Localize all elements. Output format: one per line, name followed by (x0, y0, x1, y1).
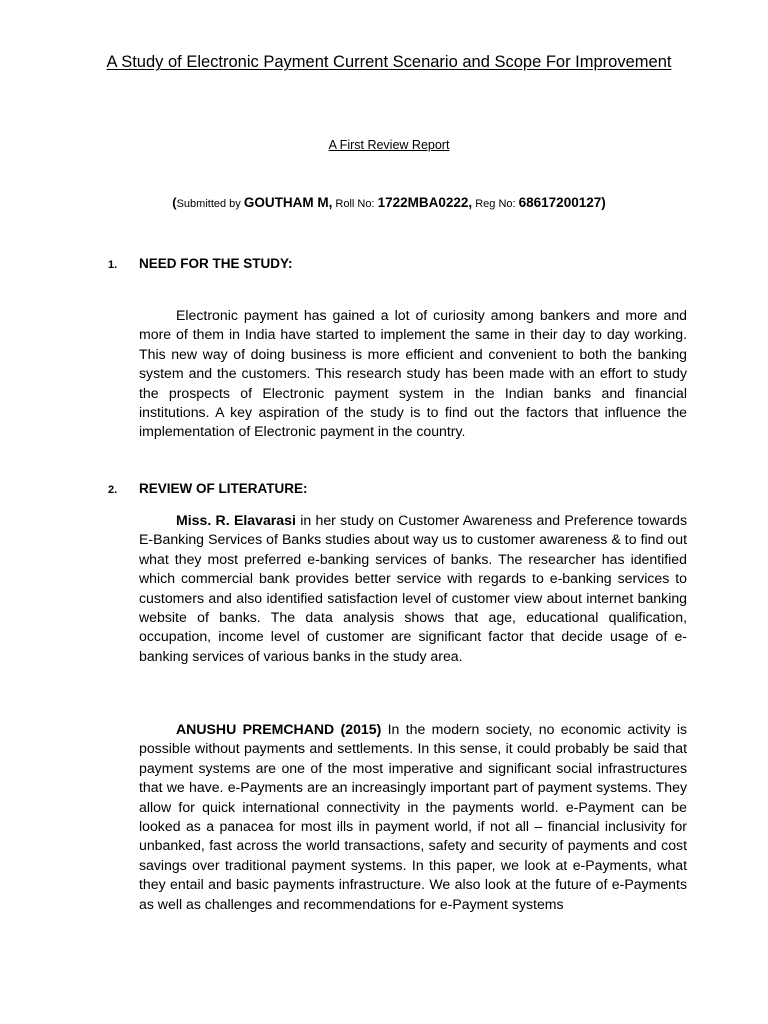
submitted-by-label: Submitted by (176, 198, 244, 210)
section-heading-review-of-literature (108, 480, 308, 499)
submission-open-paren: ( (172, 195, 177, 210)
paragraph-elavarasi (139, 511, 687, 666)
document-subtitle: A First Review Report (328, 138, 450, 152)
paragraph-lead: Miss. R. Elavarasi (176, 512, 296, 528)
section-heading-text: REVIEW OF LITERATURE: (139, 481, 308, 496)
paragraph-text: Electronic payment has gained a lot of curiosity among bankers and more and more of them in India have started to implement the same in their day to day working. This new way of doing business is more efficient and convenient to both the banking system and the customers. This research study has been made with an effort to study the prospects of Electronic payment system in the Indian banks and financial institutions. A key aspiration of the study is to find out the factors that influence the implementation of Electronic payment in the country. (139, 307, 687, 440)
document-title: A Study of Electronic Payment Current Scenario and Scope For Improvement (106, 53, 672, 71)
reg-no-value: 68617200127) (518, 195, 606, 210)
paragraph-need-for-study (139, 306, 687, 442)
section-number: 2. (108, 484, 118, 496)
paragraph-text: In the modern society, no economic activity is possible without payments and settlements. In this sense, it could probably be said that payment systems are one of the most imperative and significant social infrastructures that we have. e-Payments are an increasingly important part of payment systems. They allow for quick international connectivity in the payments world. e-Payment can be looked as a panacea for most ills in payment world, if not all – financial inclusivity for unbanked, fast across the world transactions, safety and security of payments and cost savings over traditional payment systems. In this paper, we look at e-Payments, what they entail and basic payments infrastructure. We also look at the future of e-Payments as well as challenges and recommendations for e-Payment systems (139, 721, 687, 912)
paragraph-lead: ANUSHU PREMCHAND (2015) (176, 721, 382, 737)
reg-no-label: Reg No: (472, 198, 519, 210)
section-heading-need-for-study (108, 255, 293, 274)
roll-no-value: 1722MBA0222, (377, 195, 473, 210)
roll-no-label: Roll No: (332, 198, 378, 210)
submission-line (0, 194, 768, 213)
author-name: GOUTHAM M, (243, 195, 333, 210)
paragraph-premchand (139, 720, 687, 914)
section-heading-text: NEED FOR THE STUDY: (139, 256, 293, 271)
paragraph-text: in her study on Customer Awareness and Preference towards E-Banking Services of Banks studies about way us to customer awareness & to find out what they most preferred e-banking services of banks. The researcher has identified which commercial bank provides better service with regards to e-banking services to customers and also identified satisfaction level of customer view about internet banking website of banks. The data analysis shows that age, educational qualification, occupation, income level of customer are significant factor that decide usage of e-banking services of various banks in the study area. (139, 512, 687, 664)
section-number: 1. (108, 259, 118, 271)
